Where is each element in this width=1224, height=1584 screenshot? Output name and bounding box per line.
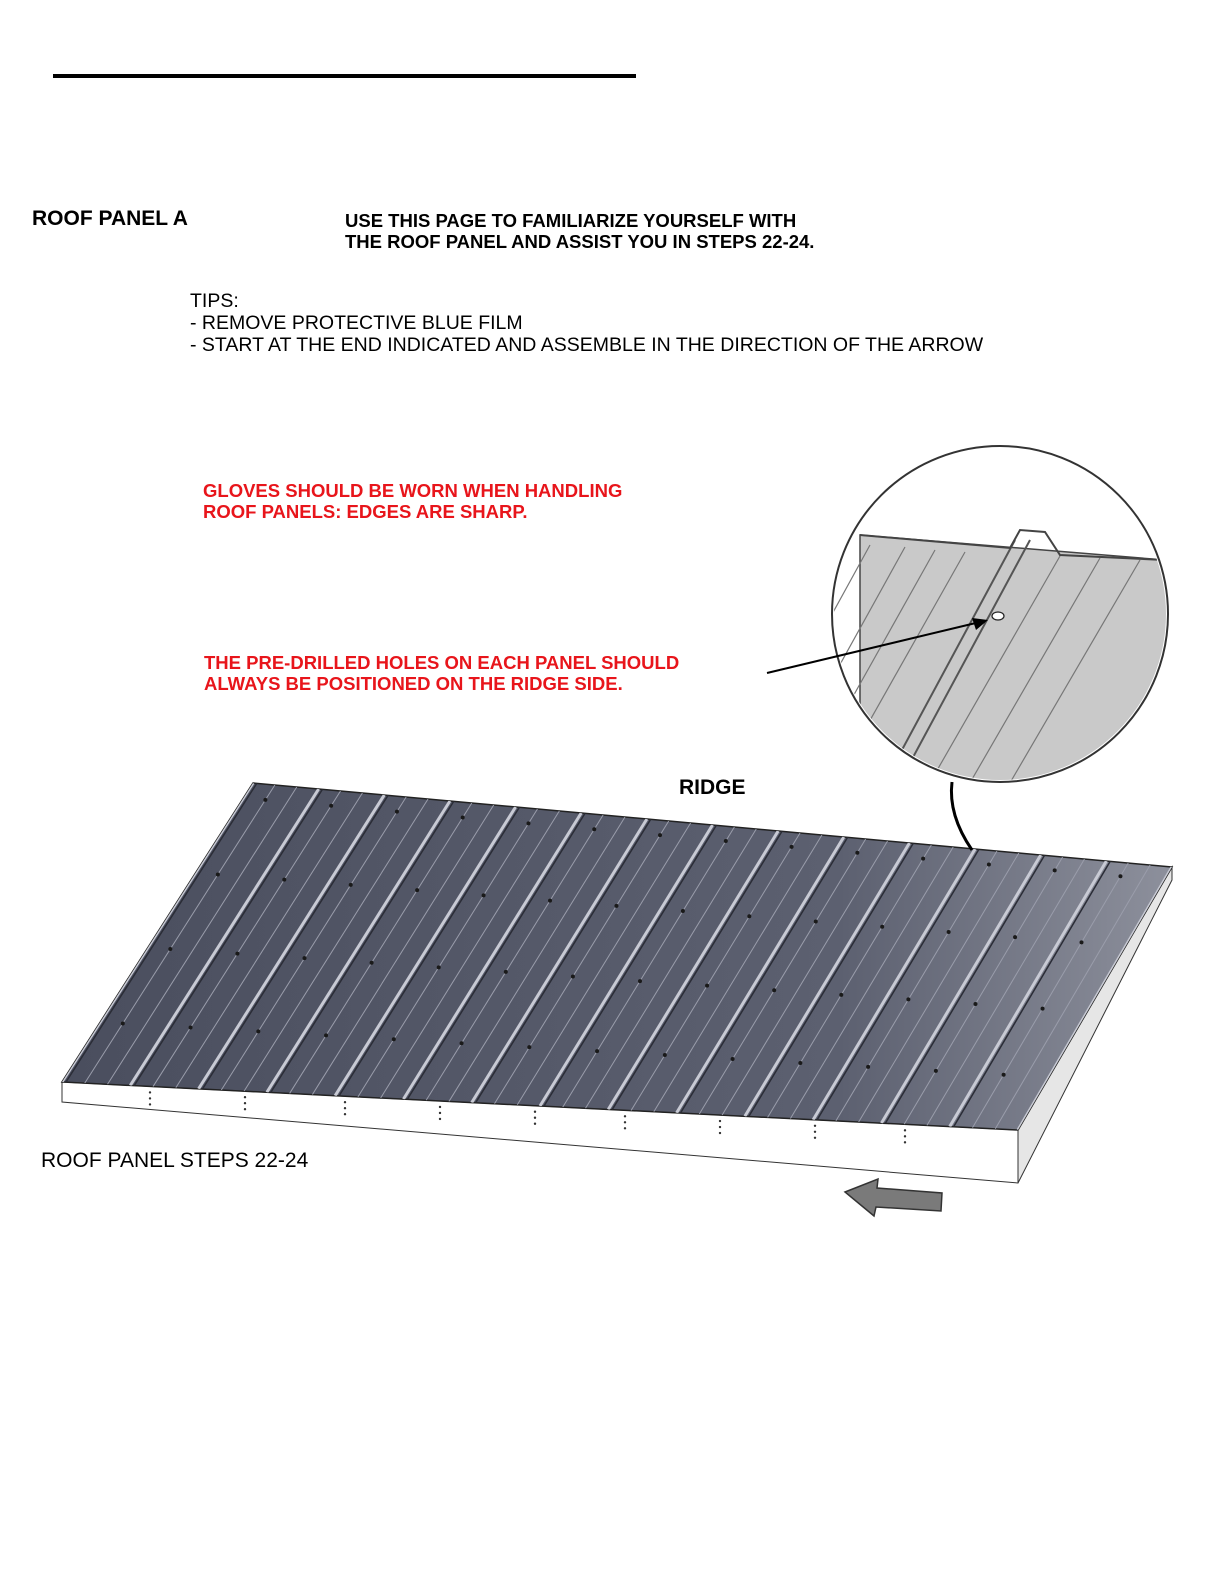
screw-hole <box>526 821 530 825</box>
screw-hole <box>263 798 267 802</box>
board-nail <box>149 1103 151 1105</box>
screw-hole <box>370 961 374 965</box>
screw-hole <box>658 833 662 837</box>
screw-hole <box>1013 935 1017 939</box>
screw-hole <box>216 872 220 876</box>
board-nail <box>719 1126 721 1128</box>
board-nail <box>149 1091 151 1093</box>
screw-hole <box>987 862 991 866</box>
tips-heading: TIPS: <box>190 290 239 312</box>
detail-leader <box>951 782 972 850</box>
board-nail <box>244 1108 246 1110</box>
screw-hole <box>681 909 685 913</box>
screw-hole <box>724 839 728 843</box>
screw-hole <box>121 1022 125 1026</box>
board-nail <box>719 1120 721 1122</box>
board-nail <box>624 1121 626 1123</box>
screw-hole <box>324 1033 328 1037</box>
screw-hole <box>256 1029 260 1033</box>
board-nail <box>814 1125 816 1127</box>
ridge-hole-detail <box>730 446 1175 800</box>
board-nail <box>344 1101 346 1103</box>
screw-hole <box>614 904 618 908</box>
screw-hole <box>705 984 709 988</box>
screw-hole <box>1002 1073 1006 1077</box>
board-nail <box>624 1115 626 1117</box>
intro-line-1: USE THIS PAGE TO FAMILIARIZE YOURSELF WITH <box>345 210 797 231</box>
ridge-label: RIDGE <box>679 776 746 799</box>
screw-hole <box>731 1057 735 1061</box>
screw-hole <box>798 1061 802 1065</box>
board-nail <box>244 1102 246 1104</box>
diagram-caption: ROOF PANEL STEPS 22-24 <box>41 1149 309 1172</box>
screw-hole <box>329 804 333 808</box>
screw-hole <box>638 979 642 983</box>
screw-hole <box>973 1002 977 1006</box>
screw-hole <box>349 883 353 887</box>
screw-hole <box>282 878 286 882</box>
board-nail <box>439 1106 441 1108</box>
board-nail <box>244 1096 246 1098</box>
screw-hole <box>548 899 552 903</box>
intro-line-2: THE ROOF PANEL AND ASSIST YOU IN STEPS 22-24. <box>345 231 815 252</box>
holes-warning-line-2: ALWAYS BE POSITIONED ON THE RIDGE SIDE. <box>204 673 623 694</box>
screw-hole <box>1080 940 1084 944</box>
board-nail <box>814 1131 816 1133</box>
screw-hole <box>415 888 419 892</box>
gloves-warning-line-1: GLOVES SHOULD BE WORN WHEN HANDLING <box>203 480 623 501</box>
board-nail <box>149 1097 151 1099</box>
screw-hole <box>189 1025 193 1029</box>
board-nail <box>814 1137 816 1139</box>
holes-warning-line-1: THE PRE-DRILLED HOLES ON EACH PANEL SHOULD <box>204 652 680 673</box>
screw-hole <box>482 893 486 897</box>
screw-hole <box>235 952 239 956</box>
board-nail <box>344 1107 346 1109</box>
screw-hole <box>855 851 859 855</box>
direction-arrow <box>845 1179 942 1216</box>
screw-hole <box>747 914 751 918</box>
screw-hole <box>880 925 884 929</box>
screw-hole <box>168 947 172 951</box>
board-nail <box>344 1113 346 1115</box>
tip-item: - START AT THE END INDICATED AND ASSEMBLE IN THE DIRECTION OF THE ARROW <box>190 334 984 356</box>
screw-hole <box>395 810 399 814</box>
screw-hole <box>504 970 508 974</box>
screw-hole <box>460 1041 464 1045</box>
screw-hole <box>527 1045 531 1049</box>
screw-hole <box>595 1049 599 1053</box>
board-nail <box>534 1111 536 1113</box>
screw-hole <box>437 965 441 969</box>
board-nail <box>719 1132 721 1134</box>
board-nail <box>904 1135 906 1137</box>
screw-hole <box>663 1053 667 1057</box>
page-title: ROOF PANEL A <box>32 207 188 230</box>
screw-hole <box>571 974 575 978</box>
screw-hole <box>866 1065 870 1069</box>
board-nail <box>439 1118 441 1120</box>
screw-hole <box>592 827 596 831</box>
screw-hole <box>772 988 776 992</box>
roof-sheet <box>62 783 1176 1130</box>
screw-hole <box>921 857 925 861</box>
board-nail <box>534 1117 536 1119</box>
screw-hole <box>814 920 818 924</box>
screw-hole <box>1053 868 1057 872</box>
gloves-warning-line-2: ROOF PANELS: EDGES ARE SHARP. <box>203 501 528 522</box>
screw-hole <box>839 993 843 997</box>
screw-hole <box>947 930 951 934</box>
board-nail <box>904 1141 906 1143</box>
board-nail <box>904 1129 906 1131</box>
screw-hole <box>461 816 465 820</box>
screw-hole <box>303 956 307 960</box>
screw-hole <box>934 1069 938 1073</box>
board-nail <box>534 1123 536 1125</box>
board-nail <box>624 1127 626 1129</box>
board-nail <box>439 1112 441 1114</box>
screw-hole <box>1118 874 1122 878</box>
screw-hole <box>906 997 910 1001</box>
tip-item: - REMOVE PROTECTIVE BLUE FILM <box>190 312 523 334</box>
screw-hole <box>392 1037 396 1041</box>
screw-hole <box>1041 1007 1045 1011</box>
screw-hole <box>790 845 794 849</box>
